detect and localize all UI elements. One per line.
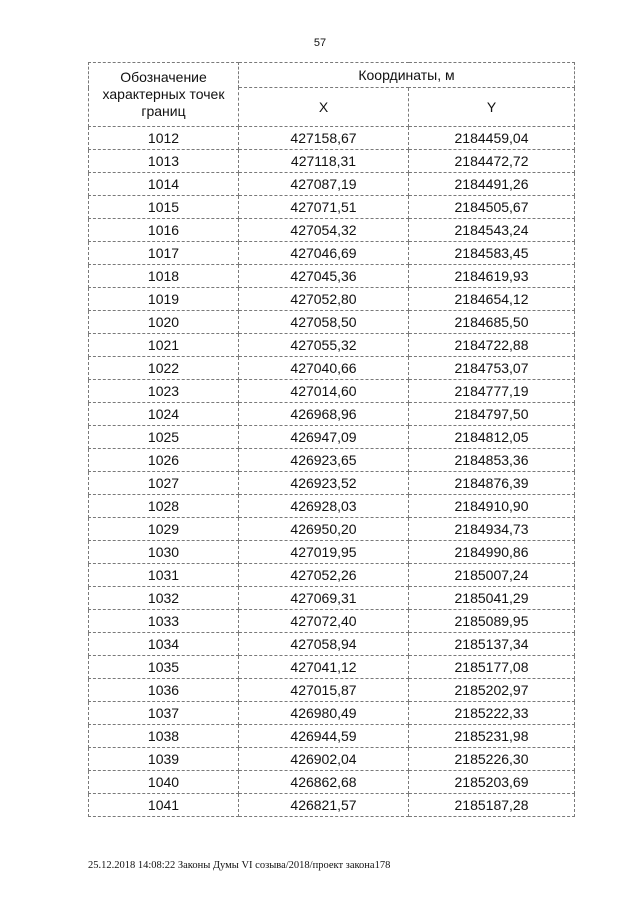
table-row (89, 380, 575, 403)
y-coordinate-cell: 2184685,50 (409, 311, 575, 334)
point-id-cell: 1041 (89, 794, 239, 817)
point-id-cell: 1024 (89, 403, 239, 426)
table-row (89, 449, 575, 472)
point-id-cell: 1014 (89, 173, 239, 196)
table-row (89, 679, 575, 702)
x-coordinate-cell: 426950,20 (239, 518, 409, 541)
header-y: Y (409, 88, 575, 127)
point-id-cell: 1020 (89, 311, 239, 334)
table-row (89, 311, 575, 334)
point-id-cell: 1026 (89, 449, 239, 472)
y-coordinate-cell: 2184654,12 (409, 288, 575, 311)
x-coordinate-cell: 426968,96 (239, 403, 409, 426)
point-id-cell: 1015 (89, 196, 239, 219)
point-id-cell: 1037 (89, 702, 239, 725)
table-row (89, 219, 575, 242)
table-row (89, 495, 575, 518)
y-coordinate-cell: 2184619,93 (409, 265, 575, 288)
point-id-cell: 1022 (89, 357, 239, 380)
table-row (89, 541, 575, 564)
y-coordinate-cell: 2185202,97 (409, 679, 575, 702)
x-coordinate-cell: 427040,66 (239, 357, 409, 380)
point-id-cell: 1035 (89, 656, 239, 679)
y-coordinate-cell: 2185203,69 (409, 771, 575, 794)
y-coordinate-cell: 2185007,24 (409, 564, 575, 587)
x-coordinate-cell: 427041,12 (239, 656, 409, 679)
table-row (89, 702, 575, 725)
x-coordinate-cell: 426947,09 (239, 426, 409, 449)
y-coordinate-cell: 2184812,05 (409, 426, 575, 449)
point-id-cell: 1013 (89, 150, 239, 173)
y-coordinate-cell: 2184753,07 (409, 357, 575, 380)
table-row (89, 242, 575, 265)
point-id-cell: 1019 (89, 288, 239, 311)
y-coordinate-cell: 2184543,24 (409, 219, 575, 242)
x-coordinate-cell: 426944,59 (239, 725, 409, 748)
point-id-cell: 1029 (89, 518, 239, 541)
y-coordinate-cell: 2184910,90 (409, 495, 575, 518)
y-coordinate-cell: 2185041,29 (409, 587, 575, 610)
x-coordinate-cell: 427015,87 (239, 679, 409, 702)
table-row (89, 771, 575, 794)
header-x: X (239, 88, 409, 127)
x-coordinate-cell: 427052,26 (239, 564, 409, 587)
point-id-cell: 1034 (89, 633, 239, 656)
table-row (89, 656, 575, 679)
y-coordinate-cell: 2184722,88 (409, 334, 575, 357)
table-row (89, 173, 575, 196)
table-row (89, 587, 575, 610)
point-id-cell: 1012 (89, 127, 239, 150)
y-coordinate-cell: 2184505,67 (409, 196, 575, 219)
x-coordinate-cell: 427071,51 (239, 196, 409, 219)
footer-stamp: 25.12.2018 14:08:22 Законы Думы VI созыва/2018/проект закона178 (88, 860, 391, 871)
point-id-cell: 1040 (89, 771, 239, 794)
x-coordinate-cell: 426862,68 (239, 771, 409, 794)
x-coordinate-cell: 426902,04 (239, 748, 409, 771)
point-id-cell: 1017 (89, 242, 239, 265)
point-id-cell: 1030 (89, 541, 239, 564)
x-coordinate-cell: 427045,36 (239, 265, 409, 288)
y-coordinate-cell: 2185231,98 (409, 725, 575, 748)
table-row (89, 610, 575, 633)
header-coordinates: Координаты, м (239, 63, 575, 88)
x-coordinate-cell: 427054,32 (239, 219, 409, 242)
x-coordinate-cell: 427052,80 (239, 288, 409, 311)
point-id-cell: 1021 (89, 334, 239, 357)
x-coordinate-cell: 427158,67 (239, 127, 409, 150)
x-coordinate-cell: 427118,31 (239, 150, 409, 173)
x-coordinate-cell: 427058,50 (239, 311, 409, 334)
x-coordinate-cell: 426923,65 (239, 449, 409, 472)
table-row (89, 196, 575, 219)
x-coordinate-cell: 427055,32 (239, 334, 409, 357)
point-id-cell: 1032 (89, 587, 239, 610)
y-coordinate-cell: 2185137,34 (409, 633, 575, 656)
table-row (89, 748, 575, 771)
table-row (89, 265, 575, 288)
x-coordinate-cell: 426821,57 (239, 794, 409, 817)
table-body (89, 127, 575, 817)
point-id-cell: 1018 (89, 265, 239, 288)
y-coordinate-cell: 2184472,72 (409, 150, 575, 173)
x-coordinate-cell: 426980,49 (239, 702, 409, 725)
x-coordinate-cell: 427046,69 (239, 242, 409, 265)
point-id-cell: 1028 (89, 495, 239, 518)
x-coordinate-cell: 427014,60 (239, 380, 409, 403)
x-coordinate-cell: 427019,95 (239, 541, 409, 564)
y-coordinate-cell: 2184934,73 (409, 518, 575, 541)
table-row (89, 403, 575, 426)
table-row (89, 725, 575, 748)
table-row (89, 794, 575, 817)
y-coordinate-cell: 2185222,33 (409, 702, 575, 725)
table-row (89, 518, 575, 541)
y-coordinate-cell: 2184876,39 (409, 472, 575, 495)
table-row (89, 334, 575, 357)
x-coordinate-cell: 427087,19 (239, 173, 409, 196)
coordinates-table (88, 62, 575, 817)
point-id-cell: 1027 (89, 472, 239, 495)
point-id-cell: 1031 (89, 564, 239, 587)
point-id-cell: 1036 (89, 679, 239, 702)
table-row (89, 357, 575, 380)
y-coordinate-cell: 2185089,95 (409, 610, 575, 633)
point-id-cell: 1023 (89, 380, 239, 403)
y-coordinate-cell: 2184853,36 (409, 449, 575, 472)
point-id-cell: 1025 (89, 426, 239, 449)
table-row (89, 127, 575, 150)
point-id-cell: 1016 (89, 219, 239, 242)
y-coordinate-cell: 2185226,30 (409, 748, 575, 771)
x-coordinate-cell: 427072,40 (239, 610, 409, 633)
y-coordinate-cell: 2184777,19 (409, 380, 575, 403)
table-row (89, 288, 575, 311)
page-number: 57 (313, 37, 327, 49)
y-coordinate-cell: 2184797,50 (409, 403, 575, 426)
y-coordinate-cell: 2184491,26 (409, 173, 575, 196)
point-id-cell: 1038 (89, 725, 239, 748)
table-row (89, 426, 575, 449)
table-row (89, 564, 575, 587)
x-coordinate-cell: 427058,94 (239, 633, 409, 656)
y-coordinate-cell: 2185177,08 (409, 656, 575, 679)
point-id-cell: 1033 (89, 610, 239, 633)
x-coordinate-cell: 426923,52 (239, 472, 409, 495)
header-point-designation: Обозначение характерных точек границ (89, 63, 239, 127)
y-coordinate-cell: 2184459,04 (409, 127, 575, 150)
x-coordinate-cell: 427069,31 (239, 587, 409, 610)
table-row (89, 633, 575, 656)
y-coordinate-cell: 2184990,86 (409, 541, 575, 564)
point-id-cell: 1039 (89, 748, 239, 771)
table-row (89, 472, 575, 495)
y-coordinate-cell: 2184583,45 (409, 242, 575, 265)
y-coordinate-cell: 2185187,28 (409, 794, 575, 817)
table-row (89, 150, 575, 173)
x-coordinate-cell: 426928,03 (239, 495, 409, 518)
table-header (89, 63, 575, 127)
